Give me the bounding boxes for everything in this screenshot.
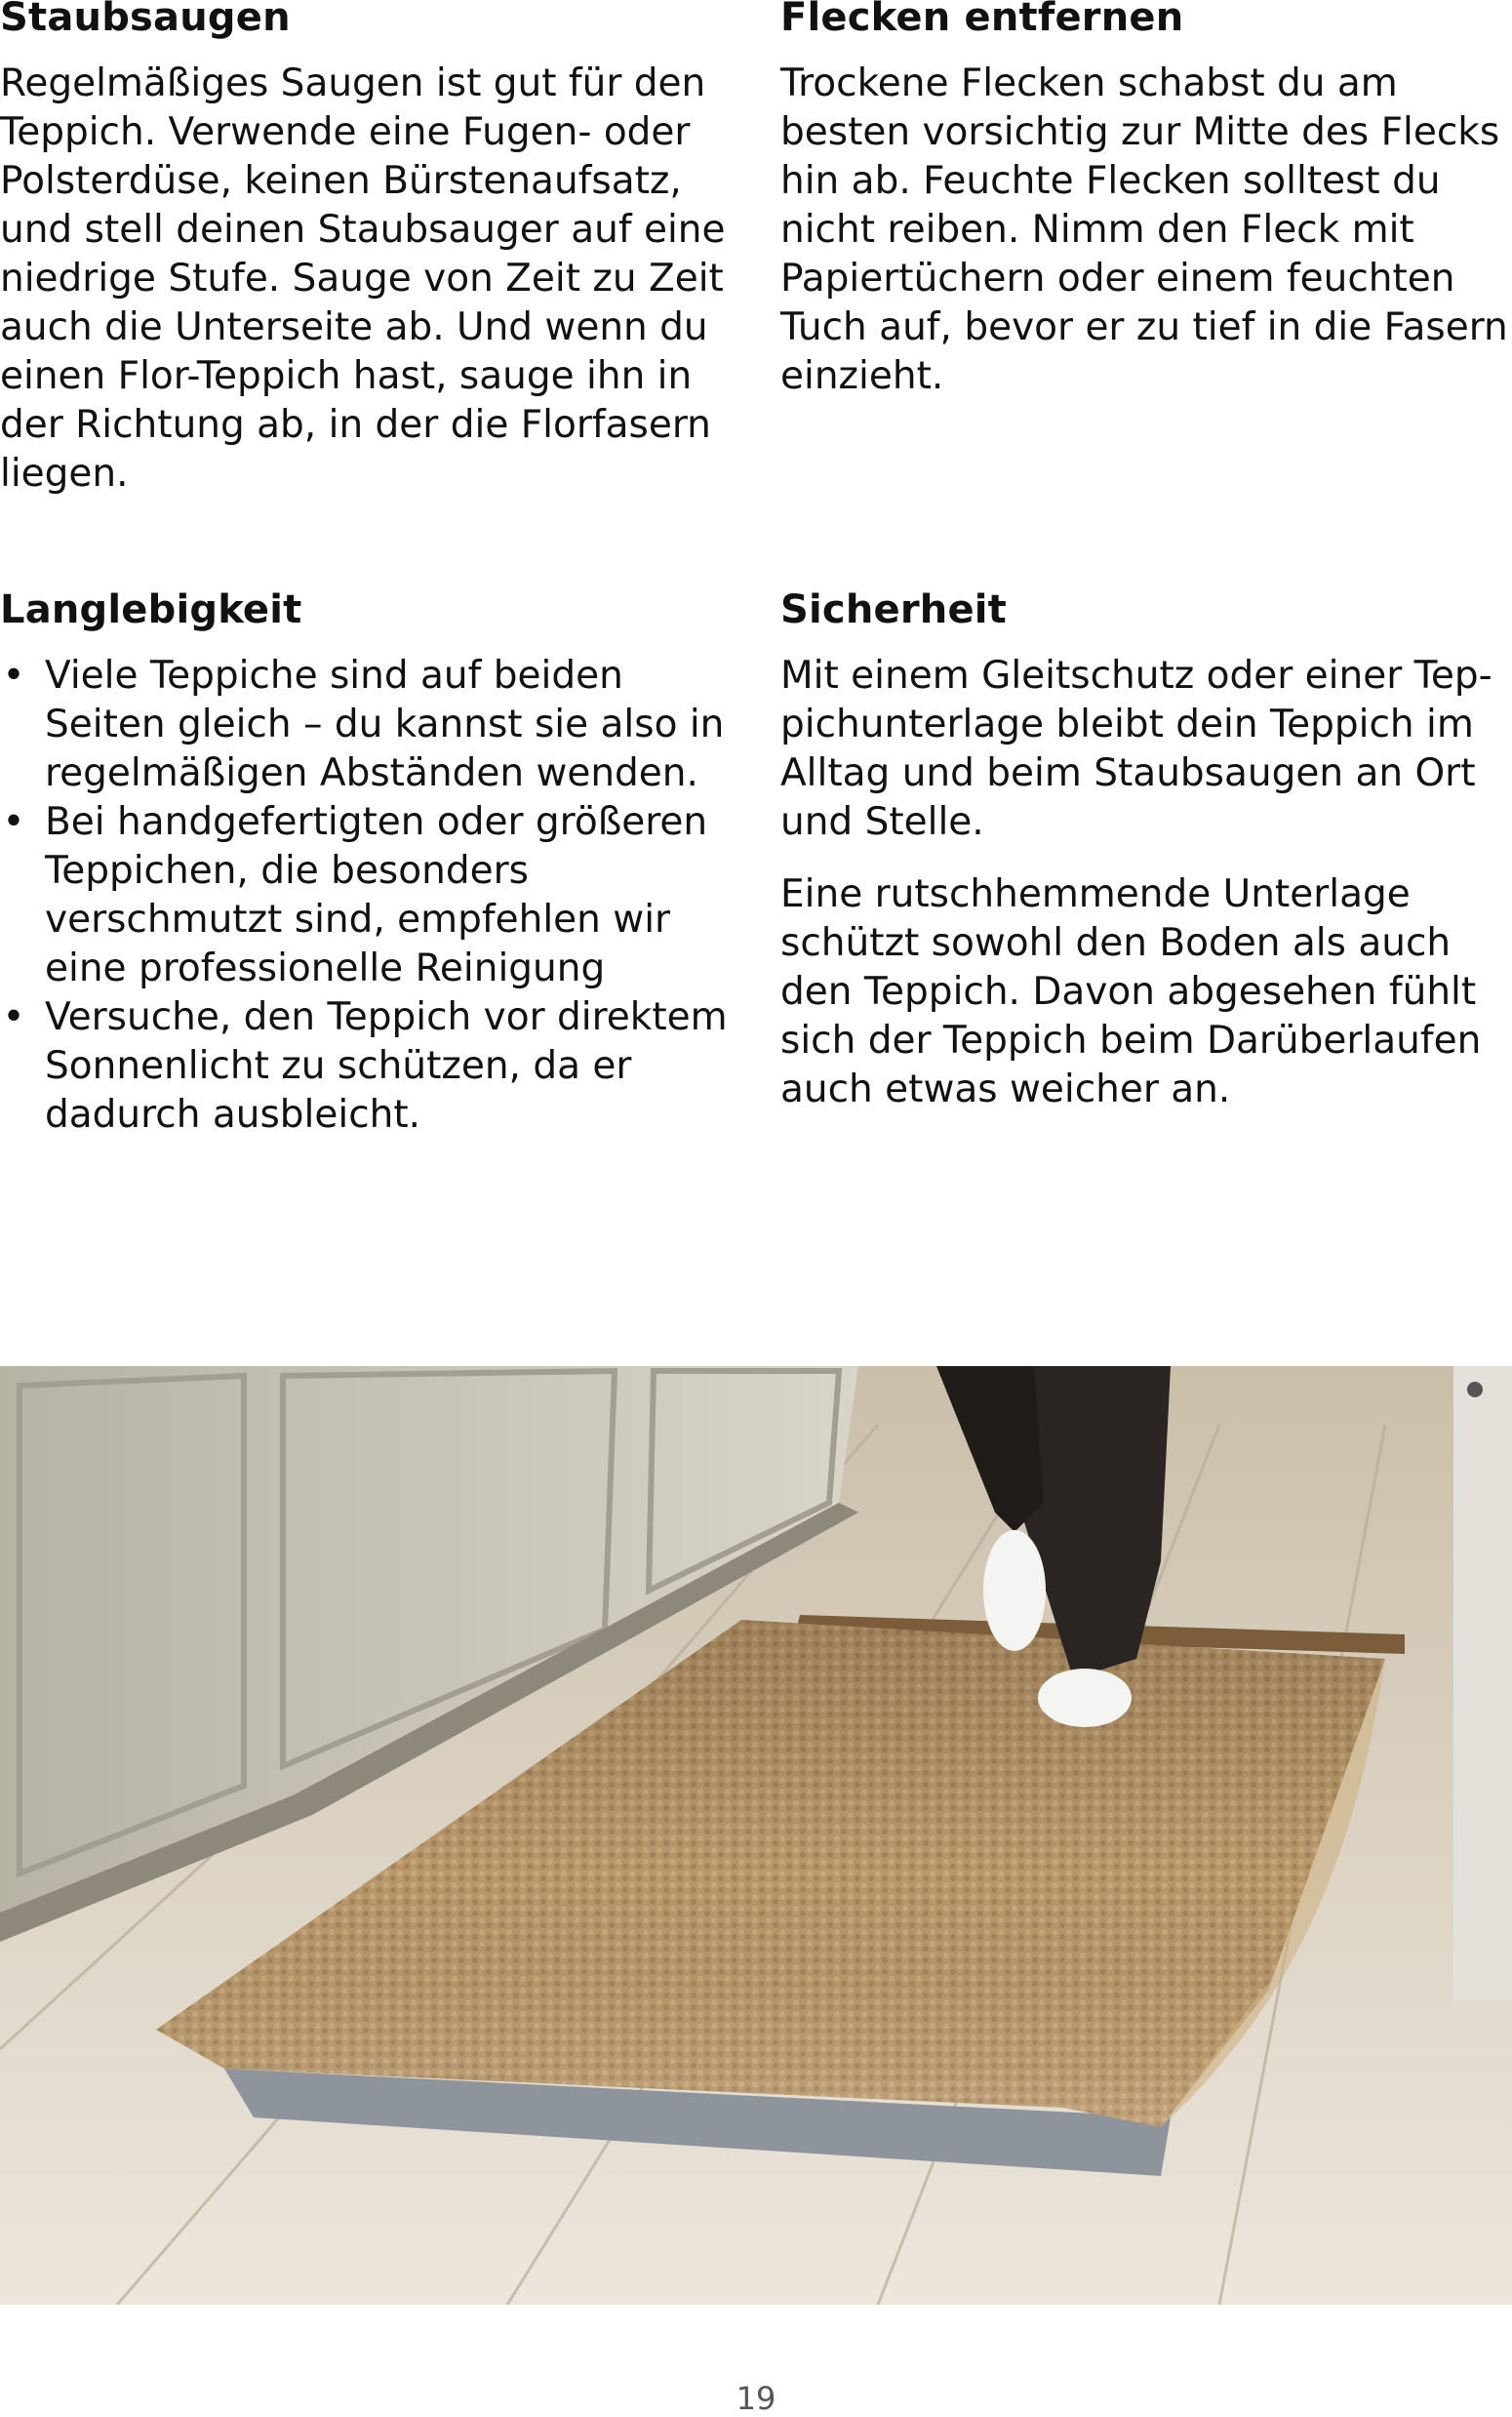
heading-sicherheit: Sicherheit — [780, 587, 1007, 632]
paragraph-sicherheit-2: Eine rutschhemmende Unterlage schützt sowohl den Boden als auch den Teppich. Davon abgesehen fühlt sich der Teppich beim Darüberlaufen auch etwas weicher an. — [780, 872, 1482, 1111]
paragraph-staubsaugen: Regelmäßiges Saugen ist gut für den Teppich. Verwende eine Fugen- oder Polsterdüse, keinen Bürstenaufsatz, und stell deinen Staubsauger auf eine niedrige Stufe. Sauge von Zeit zu Zeit auch die Unterseite ab. Und wenn du einen Flor-Teppich hast, sauge ihn in der Richtung ab, in der die Florfasern liegen. — [0, 61, 726, 496]
photo-illustration — [0, 1366, 1512, 2305]
list-item — [0, 798, 741, 993]
page-number: 19 — [736, 2380, 776, 2417]
bullet-list-langlebigkeit — [0, 652, 741, 1140]
white-sock-right — [1038, 1669, 1132, 1727]
list-item-text: Viele Teppiche sind auf beiden Seiten gleich – du kannst sie also in regelmäßigen Abständen wenden. — [45, 654, 725, 795]
bullet-icon: • — [2, 800, 25, 844]
door-knob — [1467, 1382, 1483, 1397]
list-item-text: Bei handgefertigten oder größeren Teppichen, die besonders verschmutzt sind, empfehlen wir eine professionelle Reinigung — [45, 800, 708, 990]
heading-langlebigkeit: Langlebigkeit — [0, 587, 302, 632]
list-item-text: Versuche, den Teppich vor direktem Sonnenlicht zu schützen, da er dadurch ausbleicht. — [45, 995, 728, 1137]
heading-flecken-entfernen: Flecken entfernen — [780, 0, 1184, 40]
bullet-icon: • — [2, 654, 25, 698]
section-flecken-entfernen — [780, 0, 1512, 401]
list-item — [0, 652, 741, 798]
door-frame — [1453, 1366, 1512, 2000]
bullet-icon: • — [2, 995, 25, 1039]
section-langlebigkeit — [0, 585, 741, 1140]
photo-rug-with-underlay — [0, 1366, 1512, 2305]
paragraph-sicherheit-1: Mit einem Gleitschutz oder einer Tep-pichunterlage bleibt dein Teppich im Alltag und beim Staubsaugen an Ort und Stelle. — [780, 654, 1492, 844]
heading-staubsaugen: Staubsaugen — [0, 0, 291, 40]
section-staubsaugen — [0, 0, 741, 499]
section-sicherheit — [780, 585, 1512, 1114]
white-sock-left — [983, 1530, 1046, 1651]
list-item — [0, 993, 741, 1140]
paragraph-flecken-entfernen: Trockene Flecken schabst du am besten vorsichtig zur Mitte des Flecks hin ab. Feuchte Flecken solltest du nicht reiben. Nimm den Fleck mit Papiertüchern oder einem feuchten Tuch auf, bevor er zu tief in die Fasern einzieht. — [780, 61, 1508, 398]
